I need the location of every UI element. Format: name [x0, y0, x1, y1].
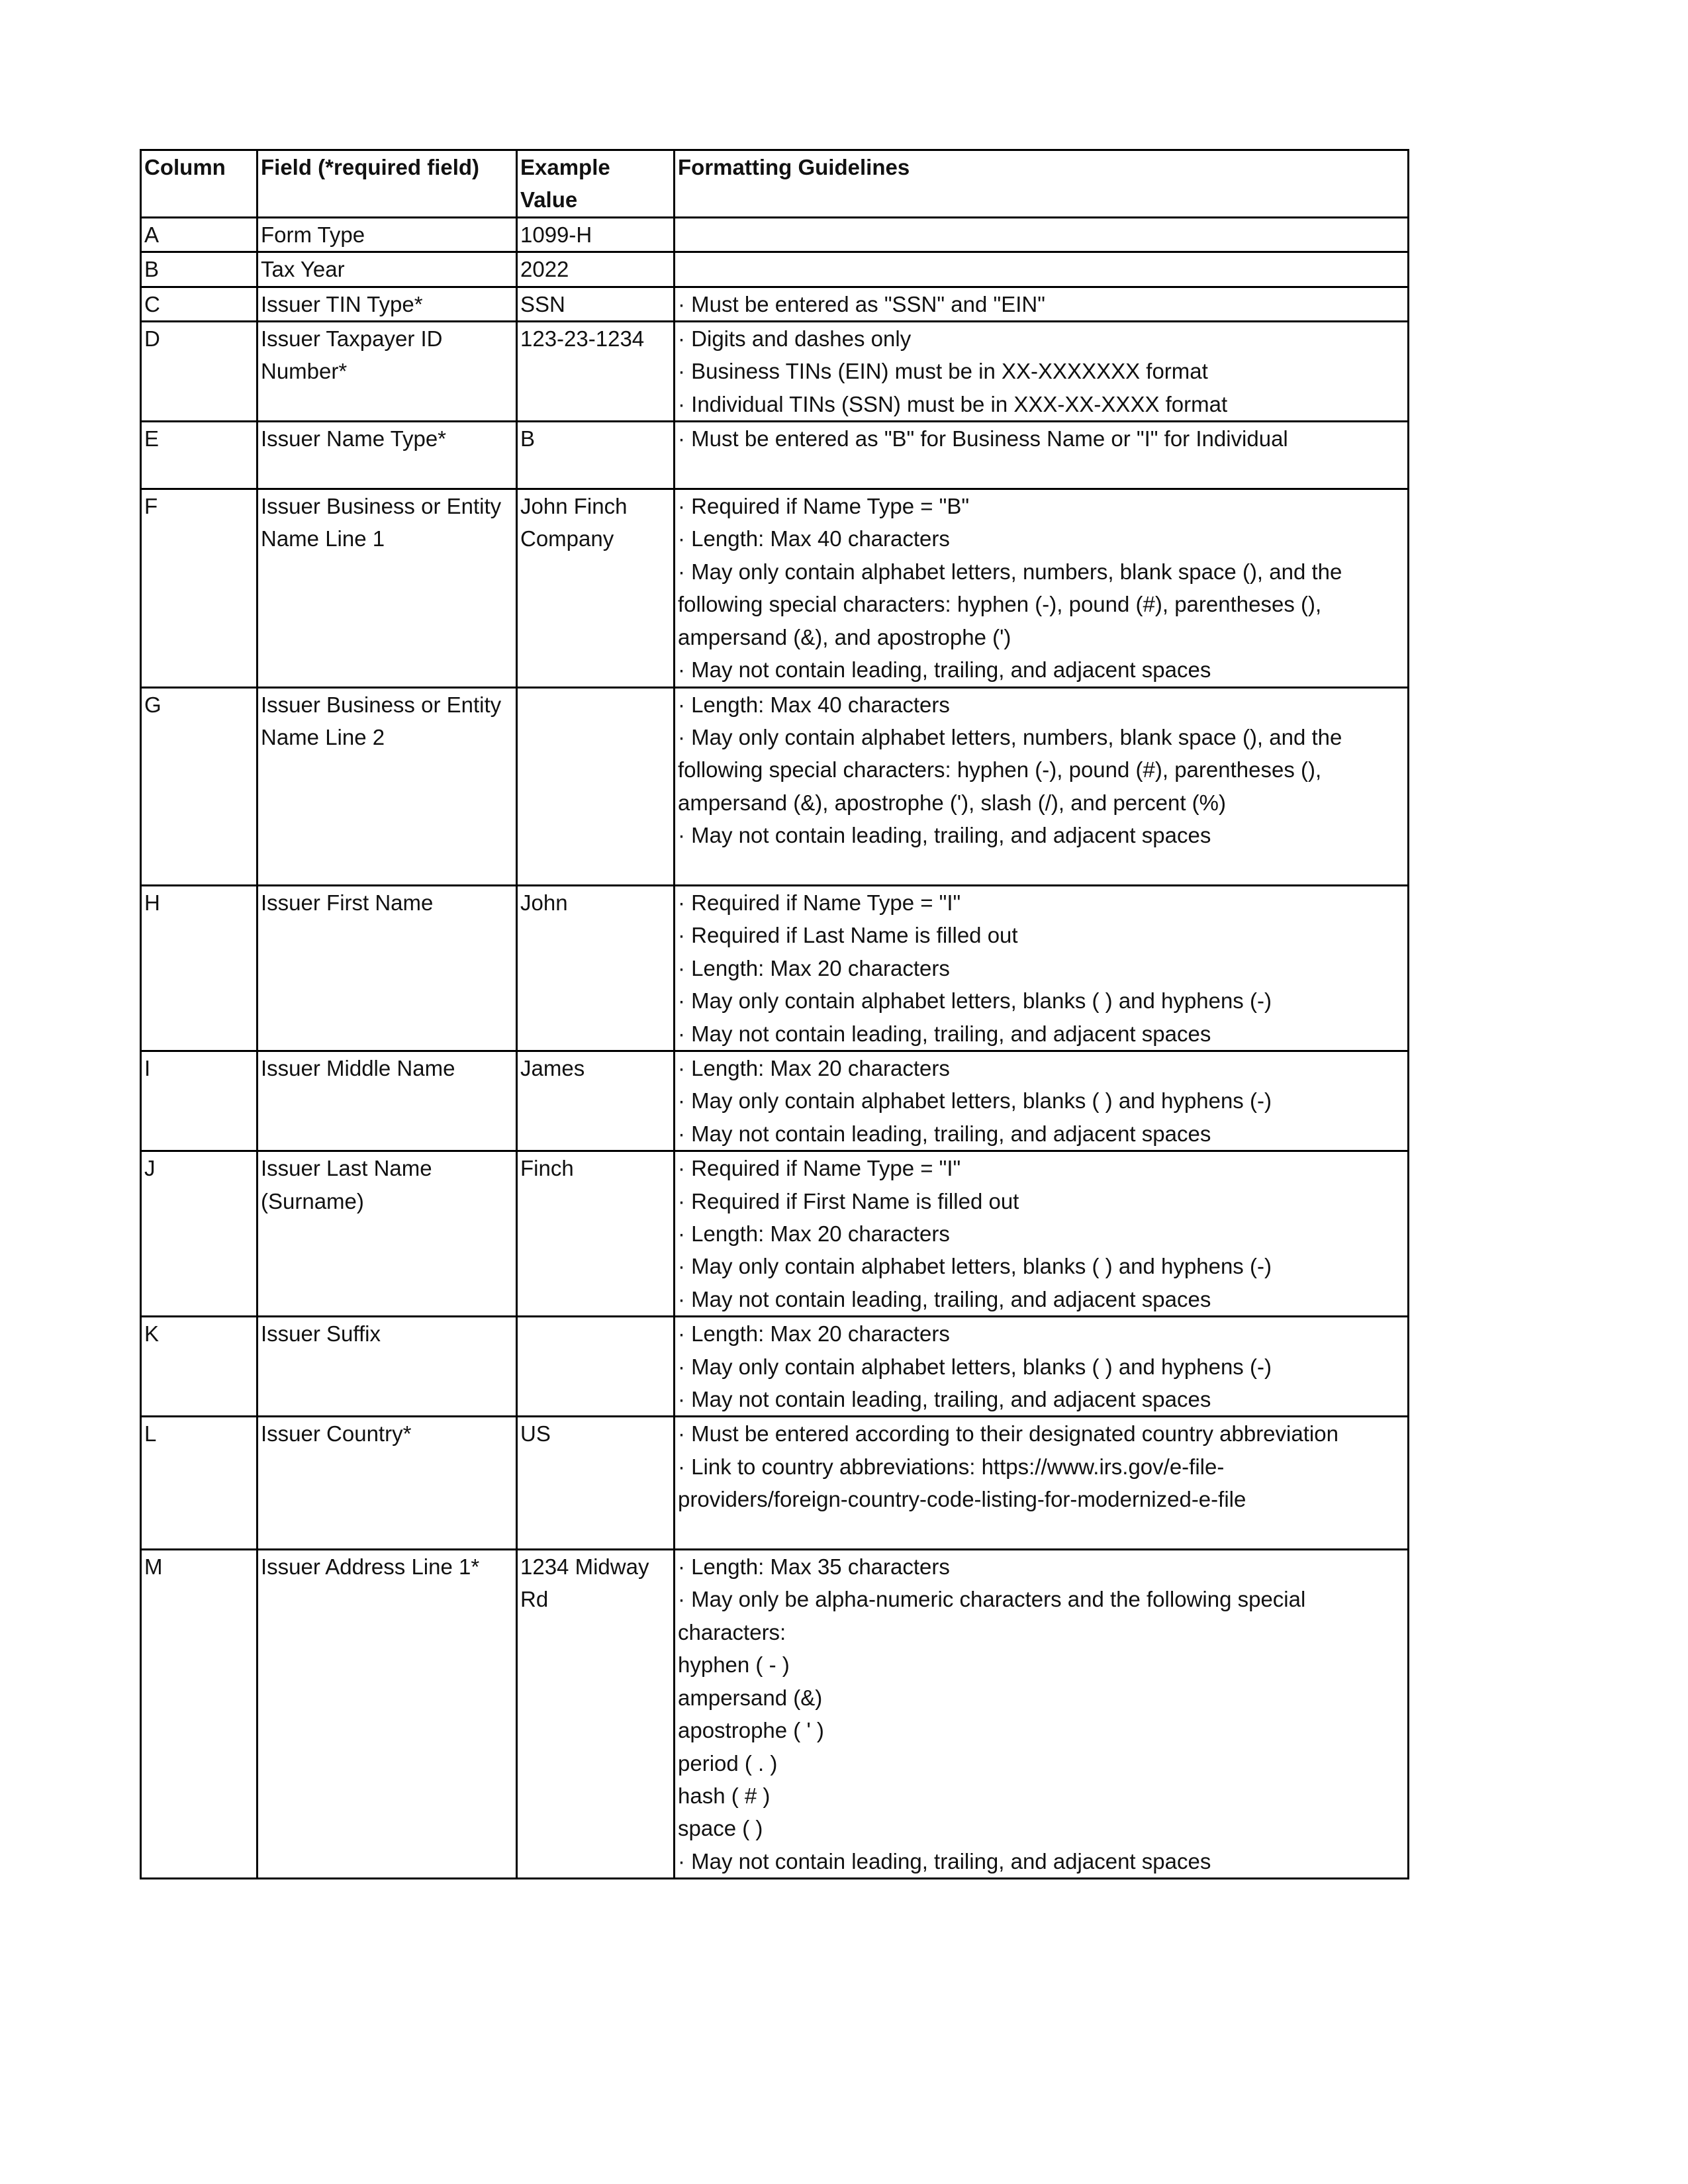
- field-name: Issuer Address Line 1*: [258, 1550, 517, 1879]
- guideline-line: · May not contain leading, trailing, and adjacent spaces: [678, 823, 1211, 848]
- guideline-line: ampersand (&): [678, 1685, 823, 1710]
- column-letter: L: [141, 1417, 258, 1550]
- guideline-line: · Length: Max 40 characters: [678, 692, 950, 717]
- guideline-line: · May only contain alphabet letters, blanks ( ) and hyphens (-): [678, 1088, 1272, 1114]
- formatting-guidelines: [675, 217, 1409, 252]
- guideline-line: · Required if Name Type = "I": [678, 1156, 961, 1181]
- example-value: 1234 Midway Rd: [517, 1550, 675, 1879]
- guideline-line: · May not contain leading, trailing, and adjacent spaces: [678, 657, 1211, 683]
- example-value: John Finch Company: [517, 489, 675, 687]
- guideline-line: · May not contain leading, trailing, and adjacent spaces: [678, 1286, 1211, 1311]
- guideline-line: ampersand (&), and apostrophe ('): [678, 624, 1011, 649]
- formatting-guidelines: [675, 1317, 1409, 1417]
- example-value: B: [517, 422, 675, 489]
- header-field: Field (*required field): [258, 150, 517, 218]
- guideline-line: [678, 455, 1405, 488]
- guideline-line: · Link to country abbreviations: https://www.irs.gov/e-file-: [678, 1454, 1225, 1479]
- field-name: Issuer Suffix: [258, 1317, 517, 1417]
- table-row: [141, 287, 1409, 321]
- example-value: US: [517, 1417, 675, 1550]
- guideline-line: providers/foreign-country-code-listing-for-modernized-e-file: [678, 1487, 1246, 1512]
- field-name: Form Type: [258, 217, 517, 252]
- field-spec-table: [140, 149, 1409, 1879]
- column-letter: G: [141, 687, 258, 885]
- example-value: [517, 1317, 675, 1417]
- column-letter: J: [141, 1151, 258, 1317]
- guideline-line: · Must be entered as "B" for Business Name or "I" for Individual: [678, 426, 1288, 451]
- formatting-guidelines: [675, 422, 1409, 489]
- guideline-line: hyphen ( - ): [678, 1652, 790, 1678]
- formatting-guidelines: [675, 1417, 1409, 1550]
- formatting-guidelines: [675, 1550, 1409, 1879]
- guideline-line: · Required if Last Name is filled out: [678, 923, 1018, 948]
- column-letter: I: [141, 1051, 258, 1151]
- guideline-line: · Must be entered according to their designated country abbreviation: [678, 1421, 1338, 1447]
- guideline-line: space ( ): [678, 1816, 763, 1841]
- guideline-line: · Length: Max 35 characters: [678, 1554, 950, 1580]
- formatting-guidelines: [675, 885, 1409, 1051]
- guideline-line: · Length: Max 40 characters: [678, 526, 950, 551]
- example-value: SSN: [517, 287, 675, 321]
- formatting-guidelines: [675, 687, 1409, 885]
- guideline-line: · May only contain alphabet letters, numbers, blank space (), and the: [678, 559, 1342, 584]
- column-letter: E: [141, 422, 258, 489]
- example-value: 123-23-1234: [517, 322, 675, 422]
- column-letter: D: [141, 322, 258, 422]
- field-name: Tax Year: [258, 252, 517, 287]
- table-row: [141, 422, 1409, 489]
- field-name: Issuer TIN Type*: [258, 287, 517, 321]
- field-name: Issuer Middle Name: [258, 1051, 517, 1151]
- example-value: [517, 687, 675, 885]
- guideline-line: · May only contain alphabet letters, numbers, blank space (), and the: [678, 724, 1342, 749]
- field-name: Issuer First Name: [258, 885, 517, 1051]
- formatting-guidelines: [675, 1051, 1409, 1151]
- column-letter: H: [141, 885, 258, 1051]
- column-letter: F: [141, 489, 258, 687]
- table-row: [141, 1051, 1409, 1151]
- guideline-line: · Length: Max 20 characters: [678, 1221, 950, 1246]
- table-row: [141, 687, 1409, 885]
- field-name: Issuer Business or Entity Name Line 1: [258, 489, 517, 687]
- table-row: [141, 1317, 1409, 1417]
- column-letter: A: [141, 217, 258, 252]
- table-row: [141, 1417, 1409, 1550]
- example-value: John: [517, 885, 675, 1051]
- guideline-line: · Required if Name Type = "I": [678, 890, 961, 915]
- guideline-line: · May not contain leading, trailing, and adjacent spaces: [678, 1121, 1211, 1146]
- table-row: [141, 1151, 1409, 1317]
- column-letter: C: [141, 287, 258, 321]
- column-letter: M: [141, 1550, 258, 1879]
- guideline-line: characters:: [678, 1619, 786, 1644]
- field-name: Issuer Last Name (Surname): [258, 1151, 517, 1317]
- table-row: [141, 1550, 1409, 1879]
- table-row: [141, 489, 1409, 687]
- guideline-line: · Required if First Name is filled out: [678, 1188, 1019, 1213]
- guideline-line: · Digits and dashes only: [678, 326, 912, 352]
- formatting-guidelines: [675, 252, 1409, 287]
- formatting-guidelines: [675, 322, 1409, 422]
- guideline-line: [678, 852, 1405, 884]
- guideline-line: apostrophe ( ' ): [678, 1718, 824, 1743]
- guideline-line: · Individual TINs (SSN) must be in XXX-XX-XXXX format: [678, 391, 1228, 416]
- guideline-line: · May not contain leading, trailing, and adjacent spaces: [678, 1387, 1211, 1412]
- formatting-guidelines: [675, 489, 1409, 687]
- guideline-line: · May only be alpha-numeric characters and the following special: [678, 1587, 1306, 1612]
- field-name: Issuer Taxpayer ID Number*: [258, 322, 517, 422]
- formatting-guidelines: [675, 287, 1409, 321]
- formatting-guidelines: [675, 1151, 1409, 1317]
- guideline-line: · May not contain leading, trailing, and adjacent spaces: [678, 1021, 1211, 1046]
- guideline-line: period ( . ): [678, 1750, 778, 1776]
- guideline-line: hash ( # ): [678, 1783, 771, 1808]
- table-row: [141, 885, 1409, 1051]
- example-value: James: [517, 1051, 675, 1151]
- table-row: [141, 252, 1409, 287]
- guideline-line: [678, 1516, 1405, 1548]
- header-example-value: Example Value: [517, 150, 675, 218]
- guideline-line: · May only contain alphabet letters, blanks ( ) and hyphens (-): [678, 1354, 1272, 1379]
- table-row: [141, 322, 1409, 422]
- guideline-line: · Length: Max 20 characters: [678, 1321, 950, 1347]
- guideline-line: · Business TINs (EIN) must be in XX-XXXXXXX format: [678, 359, 1208, 384]
- guideline-line: following special characters: hyphen (-), pound (#), parentheses (),: [678, 592, 1322, 617]
- guideline-line: · Length: Max 20 characters: [678, 955, 950, 980]
- header-formatting-guidelines: Formatting Guidelines: [675, 150, 1409, 218]
- column-letter: B: [141, 252, 258, 287]
- guideline-line: following special characters: hyphen (-), pound (#), parentheses (),: [678, 757, 1322, 783]
- guideline-line: · May not contain leading, trailing, and adjacent spaces: [678, 1848, 1211, 1874]
- guideline-line: ampersand (&), apostrophe ('), slash (/), and percent (%): [678, 790, 1226, 815]
- header-column: Column: [141, 150, 258, 218]
- example-value: 1099-H: [517, 217, 675, 252]
- table-row: [141, 217, 1409, 252]
- field-name: Issuer Business or Entity Name Line 2: [258, 687, 517, 885]
- example-value: Finch: [517, 1151, 675, 1317]
- column-letter: K: [141, 1317, 258, 1417]
- example-value: 2022: [517, 252, 675, 287]
- guideline-line: · Length: Max 20 characters: [678, 1055, 950, 1080]
- guideline-line: · May only contain alphabet letters, blanks ( ) and hyphens (-): [678, 1254, 1272, 1279]
- field-name: Issuer Country*: [258, 1417, 517, 1550]
- field-name: Issuer Name Type*: [258, 422, 517, 489]
- guideline-line: · May only contain alphabet letters, blanks ( ) and hyphens (-): [678, 988, 1272, 1014]
- guideline-line: · Required if Name Type = "B": [678, 494, 970, 519]
- guideline-line: · Must be entered as "SSN" and "EIN": [678, 291, 1045, 316]
- header-row: [141, 150, 1409, 218]
